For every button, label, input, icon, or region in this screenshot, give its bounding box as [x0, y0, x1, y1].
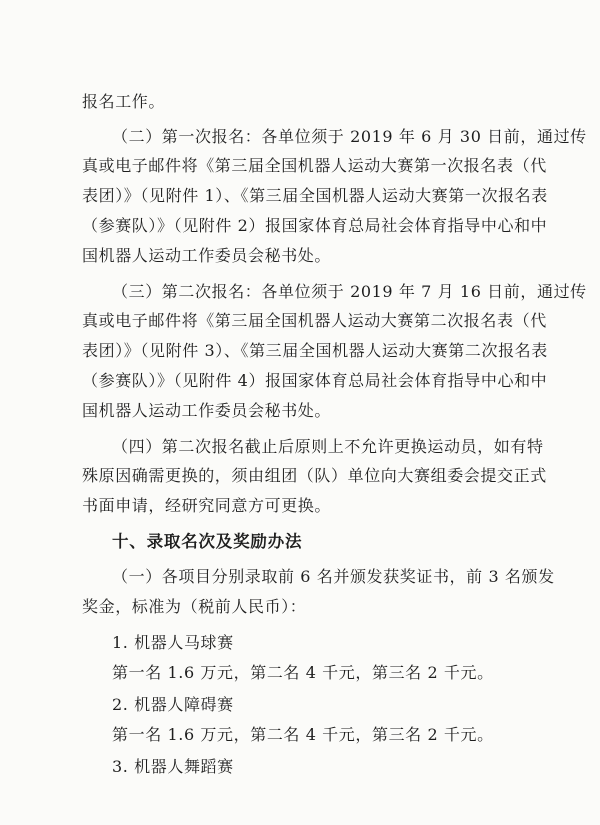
- text-line: （一）各项目分别录取前 6 名并颁发获奖证书，前 3 名颁发: [112, 567, 555, 586]
- text-line: 国机器人运动工作委员会秘书处。: [82, 401, 332, 420]
- text-line: 书面申请，经研究同意方可更换。: [82, 496, 332, 515]
- list-item-title: 1. 机器人马球赛: [112, 633, 234, 652]
- text-line: 国机器人运动工作委员会秘书处。: [82, 246, 332, 265]
- text-line: 报名工作。: [82, 92, 166, 111]
- text-line: 表团）》（见附件 1）、《第三届全国机器人运动大赛第一次报名表: [82, 186, 548, 205]
- text-line: （参赛队）》（见附件 4）报国家体育总局社会体育指导中心和中: [82, 371, 548, 390]
- list-item-title: 2. 机器人障碍赛: [112, 695, 234, 714]
- text-line: 第一名 1.6 万元，第二名 4 千元，第三名 2 千元。: [112, 663, 494, 682]
- text-line: 第一名 1.6 万元，第二名 4 千元，第三名 2 千元。: [112, 725, 494, 744]
- text-line: （三）第二次报名：各单位须于 2019 年 7 月 16 日前，通过传: [112, 282, 587, 301]
- text-line: 殊原因确需更换的，须由组团（队）单位向大赛组委会提交正式: [82, 466, 547, 485]
- text-line: （二）第一次报名：各单位须于 2019 年 6 月 30 日前，通过传: [112, 127, 587, 146]
- text-line: （参赛队）》（见附件 2）报国家体育总局社会体育指导中心和中: [82, 216, 548, 235]
- text-line: （四）第二次报名截止后原则上不允许更换运动员，如有特: [112, 437, 544, 456]
- text-line: 真或电子邮件将《第三届全国机器人运动大赛第二次报名表（代: [82, 311, 547, 330]
- section-heading: 十、录取名次及奖励办法: [112, 532, 303, 551]
- text-line: 奖金，标准为（税前人民币）：: [82, 597, 307, 616]
- list-item-title: 3. 机器人舞蹈赛: [112, 757, 234, 776]
- text-line: 真或电子邮件将《第三届全国机器人运动大赛第一次报名表（代: [82, 156, 547, 175]
- text-line: 表团）》（见附件 3）、《第三届全国机器人运动大赛第二次报名表: [82, 341, 548, 360]
